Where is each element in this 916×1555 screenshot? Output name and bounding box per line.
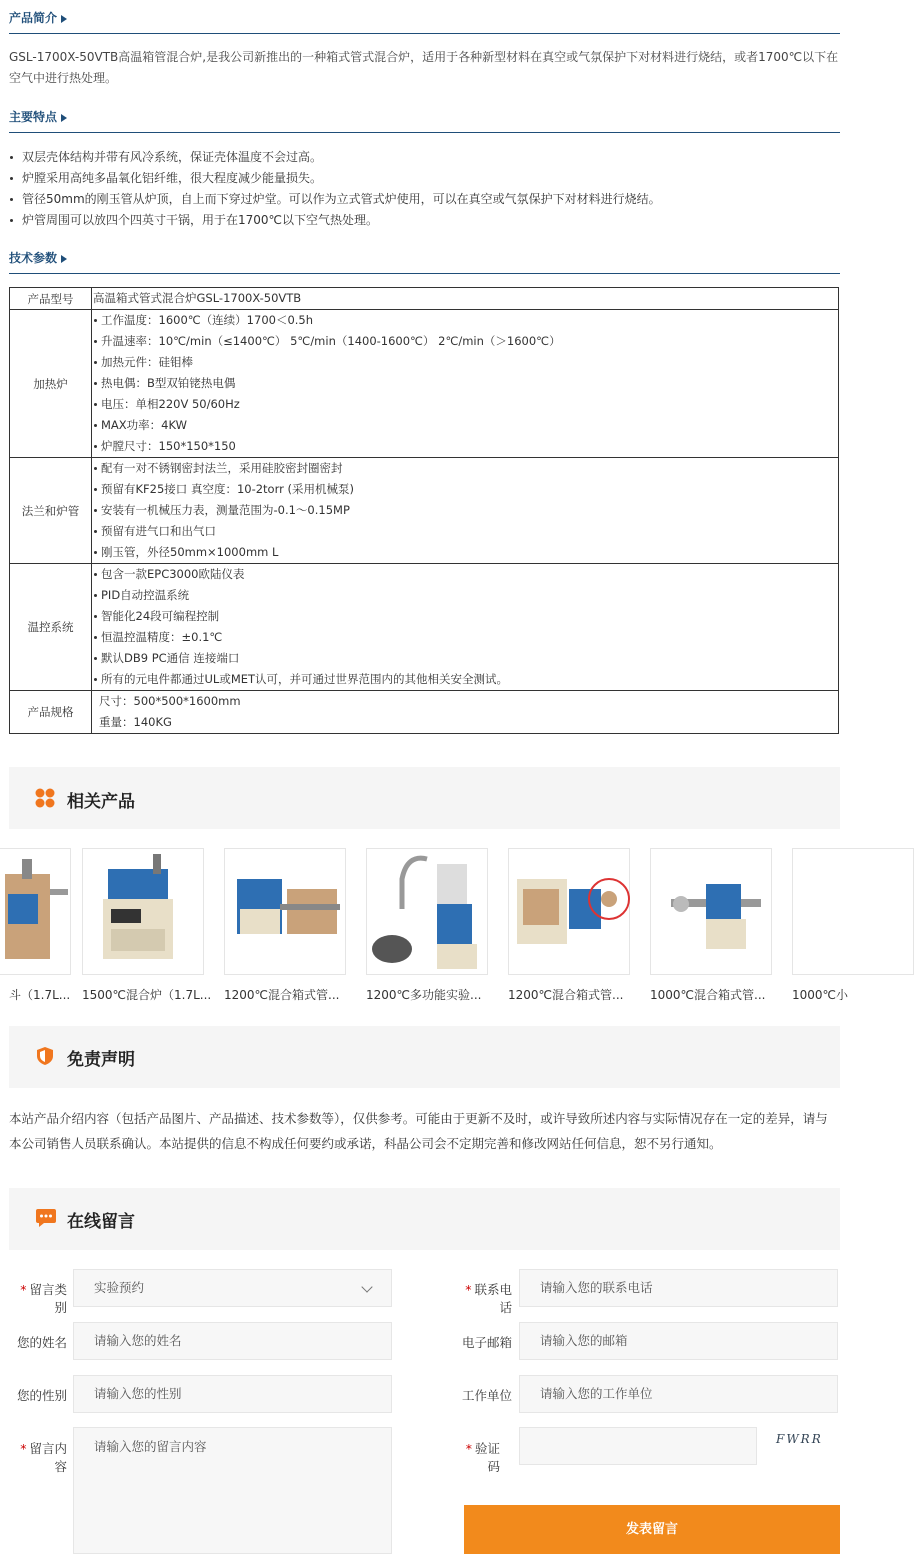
bullet-dot: [94, 530, 97, 533]
furnace-image-icon: [367, 849, 489, 976]
captcha-label: * 验证码: [465, 1441, 500, 1474]
spec-key: 产品型号: [10, 288, 92, 310]
feature-item: 管径50mm的刚玉管从炉顶，自上而下穿过炉堂。可以作为立式管式炉使用，可以在真空或气氛保护下对材料进行烧结。: [9, 189, 840, 210]
email-label: 电子邮箱: [461, 1335, 512, 1350]
product-image[interactable]: [650, 848, 772, 975]
phone-label: * 联系电话: [465, 1282, 512, 1315]
message-textarea[interactable]: [73, 1427, 392, 1554]
spec-item: 加热元件：硅钼棒: [101, 355, 193, 369]
product-caption[interactable]: 1500℃混合炉（1.7L...: [82, 988, 212, 1002]
email-input[interactable]: [519, 1322, 838, 1360]
disclaimer-title: 免责声明: [67, 1050, 135, 1070]
message-label: * 留言内容: [20, 1441, 67, 1474]
bullet-dot: [94, 382, 97, 385]
bullet-dot: [94, 488, 97, 491]
spec-value: [92, 691, 839, 734]
email-placeholder: 请输入您的邮箱: [540, 1333, 628, 1348]
product-card[interactable]: [792, 848, 916, 1003]
spec-row-flange: [10, 458, 839, 564]
bullet-dot: [94, 361, 97, 364]
spec-item: 安装有一机械压力表，测量范围为-0.1～0.15MP: [101, 503, 350, 517]
spec-item: 电压：单相220V 50/60Hz: [101, 397, 240, 411]
category-label: * 留言类别: [20, 1282, 67, 1315]
product-card[interactable]: [508, 848, 632, 1003]
bullet-dot: [94, 615, 97, 618]
product-image[interactable]: [508, 848, 630, 975]
product-image[interactable]: [0, 848, 71, 975]
params-section-title: 技术参数: [9, 251, 58, 265]
category-select[interactable]: [73, 1269, 392, 1307]
product-caption[interactable]: 1000℃小: [792, 988, 849, 1002]
product-image[interactable]: [82, 848, 204, 975]
feature-item: 炉膛采用高纯多晶氧化铝纤维，很大程度减少能量损失。: [9, 168, 840, 189]
furnace-image-icon: [225, 849, 347, 976]
triangle-right-icon: [61, 255, 67, 263]
bullet-dot: [94, 636, 97, 639]
intro-section-title: 产品简介: [9, 11, 58, 25]
product-card[interactable]: [224, 848, 348, 1003]
name-input[interactable]: [73, 1322, 392, 1360]
gender-placeholder: 请输入您的性别: [94, 1386, 182, 1401]
disclaimer-text: 本站产品介绍内容（包括产品图片、产品描述、技术参数等），仅供参考。可能由于更新不及时，或许导致所述内容与实际情况存在一定的差异，请与本公司销售人员联系确认。本站提供的信息不构成任何要约或承诺，科晶公司会不定期完善和修改网站任何信息，恕不另行通知。: [9, 1111, 828, 1151]
spec-key: 产品规格: [10, 691, 92, 734]
required-mark: *: [20, 1282, 27, 1297]
spec-item: 重量：140KG: [99, 715, 172, 729]
captcha-input[interactable]: [519, 1427, 757, 1465]
feature-item: 炉管周围可以放四个四英寸干锅，用于在1700℃以下空气热处理。: [9, 210, 840, 231]
features-section-header: [9, 107, 840, 133]
related-products-title: 相关产品: [67, 792, 135, 812]
spec-table: [9, 287, 839, 734]
bullet-dot: [94, 509, 97, 512]
message-header: [9, 1188, 840, 1250]
spec-item: 升温速率：10℃/min（≤1400℃） 5℃/min（1400-1600℃） 2℃/min（＞1600℃）: [101, 334, 561, 348]
product-caption[interactable]: 1200℃多功能实验...: [366, 988, 482, 1002]
intro-section-header: [9, 8, 840, 34]
features-list: [9, 147, 840, 231]
message-placeholder: 请输入您的留言内容: [94, 1439, 207, 1454]
features-section-title: 主要特点: [9, 110, 58, 124]
required-mark: *: [465, 1441, 472, 1456]
spec-row-model: [10, 288, 839, 310]
disclaimer-header: [9, 1026, 840, 1088]
spec-item: 包含一款EPC3000欧陆仪表: [101, 567, 245, 581]
product-image[interactable]: [224, 848, 346, 975]
spec-item: 恒温控温精度：±0.1℃: [101, 630, 223, 644]
related-products-carousel[interactable]: [9, 848, 849, 1008]
params-section-header: [9, 248, 840, 274]
bullet-dot: [94, 340, 97, 343]
spec-value: [92, 288, 839, 310]
gender-label: 您的性别: [16, 1388, 67, 1403]
spec-value: [92, 310, 839, 458]
spec-item: 预留有KF25接口 真空度：10-2torr (采用机械泵): [101, 482, 354, 496]
bullet-dot: [94, 445, 97, 448]
spec-item: 智能化24段可编程控制: [101, 609, 220, 623]
spec-item: 预留有进气口和出气口: [101, 524, 216, 538]
bullet-dot: [94, 319, 97, 322]
related-products-header: [9, 767, 840, 829]
furnace-image-icon: [83, 849, 205, 976]
bullet-dot: [94, 573, 97, 576]
furnace-image-icon: [0, 849, 72, 976]
spec-row-size: [10, 691, 839, 734]
furnace-image-icon: [651, 849, 773, 976]
grid-icon: [35, 788, 55, 808]
spec-key: 加热炉: [10, 310, 92, 458]
spec-item: 配有一对不锈钢密封法兰，采用硅胶密封圈密封: [101, 461, 343, 475]
company-placeholder: 请输入您的工作单位: [540, 1386, 653, 1401]
category-select-value: 实验预约: [94, 1280, 145, 1295]
spec-item: 热电偶：B型双铂铑热电偶: [101, 376, 236, 390]
name-placeholder: 请输入您的姓名: [94, 1333, 182, 1348]
bullet-dot: [94, 594, 97, 597]
spec-value: [92, 458, 839, 564]
bullet-dot: [94, 551, 97, 554]
spec-item: 炉膛尺寸：150*150*150: [101, 439, 236, 453]
bullet-dot: [94, 467, 97, 470]
captcha-image[interactable]: FWRR: [776, 1432, 823, 1446]
triangle-right-icon: [61, 15, 67, 23]
required-mark: *: [20, 1441, 27, 1456]
spec-key: 法兰和炉管: [10, 458, 92, 564]
spec-item: 尺寸：500*500*1600mm: [99, 694, 241, 708]
feature-item: 双层壳体结构并带有风冷系统，保证壳体温度不会过高。: [9, 147, 840, 168]
bullet-dot: [94, 403, 97, 406]
bullet-dot: [94, 657, 97, 660]
intro-text: GSL-1700X-50VTB高温箱管混合炉,是我公司新推出的一种箱式管式混合炉，适用于各种新型材料在真空或气氛保护下对材料进行烧结，或者1700℃以下在空气中进行热处理。: [9, 50, 839, 85]
bullet-dot: [94, 424, 97, 427]
spec-item: 工作温度：1600℃（连续）1700＜0.5h: [101, 313, 314, 327]
shield-icon: [35, 1046, 55, 1066]
spec-item: PID自动控温系统: [101, 588, 190, 602]
name-label: 您的姓名: [16, 1335, 67, 1350]
product-card[interactable]: [650, 848, 774, 1003]
spec-key: 温控系统: [10, 564, 92, 691]
spec-item: 所有的元电件都通过UL或MET认可，并可通过世界范围内的其他相关安全测试。: [101, 672, 509, 686]
triangle-right-icon: [61, 114, 67, 122]
product-caption[interactable]: 斗（1.7L...: [9, 988, 71, 1002]
product-card[interactable]: [82, 848, 212, 1003]
spec-model-value: 高温箱式管式混合炉GSL-1700X-50VTB: [93, 291, 302, 305]
company-label: 工作单位: [461, 1388, 512, 1403]
required-mark: *: [465, 1282, 472, 1297]
furnace-image-icon: [509, 849, 631, 976]
spec-item: 刚玉管，外径50mm×1000mm L: [101, 545, 279, 559]
message-title: 在线留言: [67, 1212, 135, 1232]
product-image[interactable]: [792, 848, 914, 975]
product-caption[interactable]: 1200℃混合箱式管...: [224, 988, 340, 1002]
product-caption[interactable]: 1000℃混合箱式管...: [650, 988, 766, 1002]
submit-button[interactable]: 发表留言: [464, 1505, 840, 1554]
chat-bubble-icon: [35, 1208, 57, 1228]
product-card[interactable]: [0, 848, 73, 1003]
spec-item: 默认DB9 PC通信 连接端口: [101, 651, 240, 665]
spec-row-furnace: [10, 310, 839, 458]
phone-placeholder: 请输入您的联系电话: [540, 1280, 653, 1295]
bullet-dot: [94, 678, 97, 681]
product-caption[interactable]: 1200℃混合箱式管...: [508, 988, 624, 1002]
spec-item: MAX功率：4KW: [101, 418, 187, 432]
company-input[interactable]: [519, 1375, 838, 1413]
spec-row-control: [10, 564, 839, 691]
product-image[interactable]: [366, 848, 488, 975]
gender-input[interactable]: [73, 1375, 392, 1413]
spec-value: [92, 564, 839, 691]
product-card[interactable]: [366, 848, 490, 1003]
phone-input[interactable]: [519, 1269, 838, 1307]
chevron-down-icon: [361, 1281, 372, 1292]
